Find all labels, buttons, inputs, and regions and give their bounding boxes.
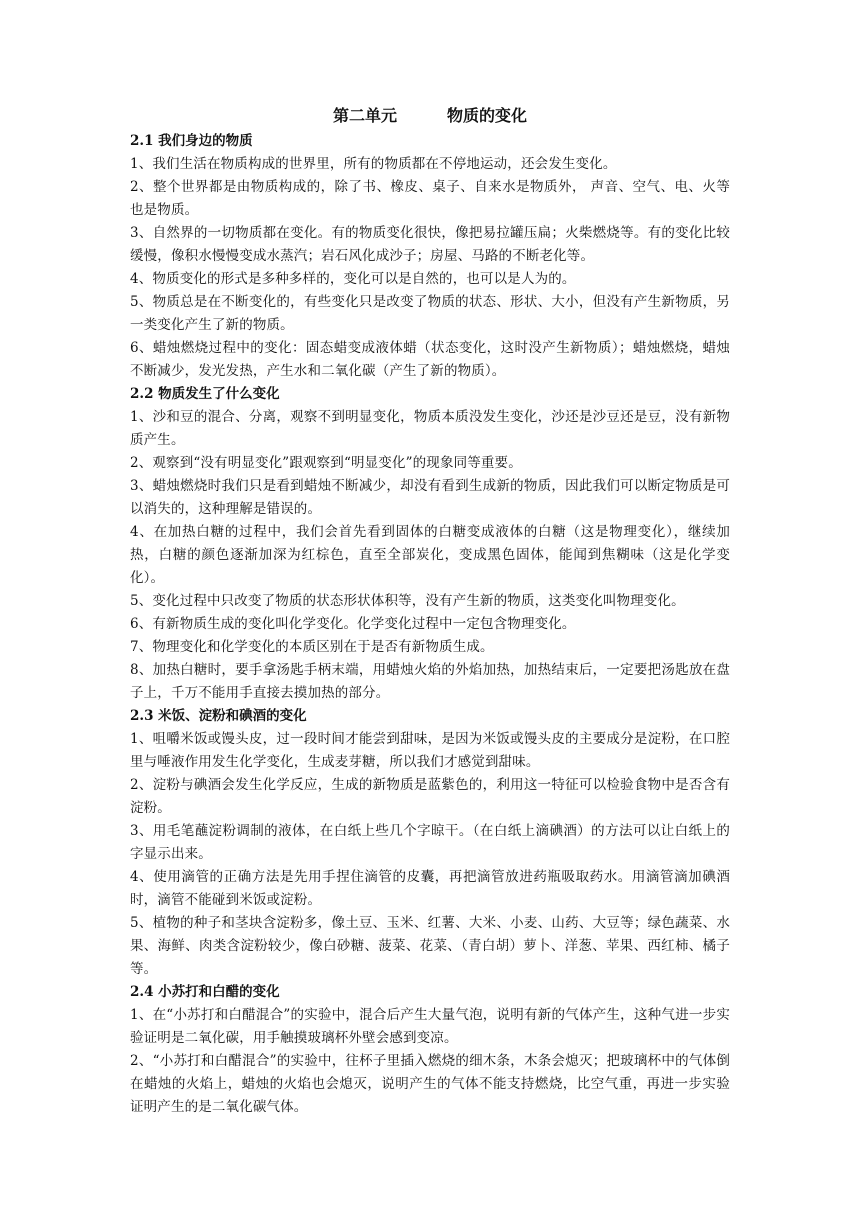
paragraph: 2、观察到“没有明显变化”跟观察到“明显变化”的现象同等重要。 — [130, 455, 522, 471]
paragraph: 6、有新物质生成的变化叫化学变化。化学变化过程中一定包含物理变化。 — [130, 616, 576, 632]
paragraph: 3、用毛笔蘸淀粉调制的液体，在白纸上些几个字晾干。（在白纸上滴碘酒）的方法可以让白纸上的字显示出来。 — [130, 823, 730, 862]
paragraph: 5、植物的种子和茎块含淀粉多，像土豆、玉米、红薯、大米、小麦、山药、大豆等；绿色蔬菜、水果、海鲜、肉类含淀粉较少，像白砂糖、菠菜、花菜、（青白胡）萝卜、洋葱、苹果、西红柿、橘子等。 — [130, 915, 730, 977]
document-title — [130, 104, 730, 128]
title-unit: 第二单元 — [332, 106, 397, 125]
section-heading: 2.3 米饭、淀粉和碘酒的变化 — [130, 708, 307, 724]
paragraph: 3、自然界的一切物质都在变化。有的物质变化很快，像把易拉罐压扁；火柴燃烧等。有的变化比较缓慢，像积水慢慢变成水蒸汽；岩石风化成沙子；房屋、马路的不断老化等。 — [130, 225, 730, 264]
paragraph: 2、淀粉与碘酒会发生化学反应，生成的新物质是蓝紫色的，利用这一特征可以检验食物中是否含有淀粉。 — [130, 777, 730, 816]
section-heading: 2.2 物质发生了什么变化 — [130, 386, 280, 402]
section-heading: 2.1 我们身边的物质 — [130, 133, 253, 149]
paragraph: 3、蜡烛燃烧时我们只是看到蜡烛不断减少，却没有看到生成新的物质，因此我们可以断定物质是可以消失的，这种理解是错误的。 — [130, 478, 730, 517]
title-topic: 物质的变化 — [447, 106, 528, 125]
paragraph: 4、物质变化的形式是多种多样的，变化可以是自然的，也可以是人为的。 — [130, 271, 576, 287]
paragraph: 4、在加热白糖的过程中，我们会首先看到固体的白糖变成液体的白糖（这是物理变化），继续加热，白糖的颜色逐渐加深为红棕色，直至全部炭化，变成黑色固体，能闻到焦糊味（这是化学变化）。 — [130, 524, 730, 586]
paragraph: 2、整个世界都是由物质构成的，除了书、橡皮、桌子、自来水是物质外， 声音、空气、电、火等也是物质。 — [130, 179, 730, 218]
paragraph: 4、使用滴管的正确方法是先用手捏住滴管的皮囊，再把滴管放进药瓶吸取药水。用滴管滴加碘酒时，滴管不能碰到米饭或淀粉。 — [130, 869, 730, 908]
paragraph: 1、我们生活在物质构成的世界里，所有的物质都在不停地运动，还会发生变化。 — [130, 156, 617, 172]
paragraph: 8、加热白糖时，要手拿汤匙手柄末端，用蜡烛火焰的外焰加热，加热结束后，一定要把汤匙放在盘子上，千万不能用手直接去摸加热的部分。 — [130, 662, 730, 701]
paragraph: 1、在“小苏打和白醋混合”的实验中，混合后产生大量气泡，说明有新的气体产生，这种气进一步实验证明是二氧化碳，用手触摸玻璃杯外壁会感到变凉。 — [130, 1007, 730, 1046]
paragraph: 1、咀嚼米饭或馒头皮，过一段时间才能尝到甜味，是因为米饭或馒头皮的主要成分是淀粉，在口腔里与唾液作用发生化学变化，生成麦芽糖，所以我们才感觉到甜味。 — [130, 731, 730, 770]
document-page — [130, 104, 730, 1119]
paragraph: 2、“小苏打和白醋混合”的实验中，往杯子里插入燃烧的细木条，木条会熄灭；把玻璃杯中的气体倒在蜡烛的火焰上，蜡烛的火焰也会熄灭，说明产生的气体不能支持燃烧，比空气重，再进一步实验证明产生的是二氧化碳气体。 — [130, 1053, 730, 1115]
section-heading: 2.4 小苏打和白醋的变化 — [130, 984, 280, 1000]
paragraph: 6、蜡烛燃烧过程中的变化：固态蜡变成液体蜡（状态变化，这时没产生新物质）；蜡烛燃烧，蜡烛不断减少，发光发热，产生水和二氧化碳（产生了新的物质）。 — [130, 340, 730, 379]
paragraph: 7、物理变化和化学变化的本质区别在于是否有新物质生成。 — [130, 639, 494, 655]
paragraph: 5、变化过程中只改变了物质的状态形状体积等，没有产生新的物质，这类变化叫物理变化。 — [130, 593, 685, 609]
paragraph: 1、沙和豆的混合、分离，观察不到明显变化，物质本质没发生变化，沙还是沙豆还是豆，没有新物质产生。 — [130, 409, 730, 448]
paragraph: 5、物质总是在不断变化的，有些变化只是改变了物质的状态、形状、大小，但没有产生新物质，另一类变化产生了新的物质。 — [130, 294, 730, 333]
